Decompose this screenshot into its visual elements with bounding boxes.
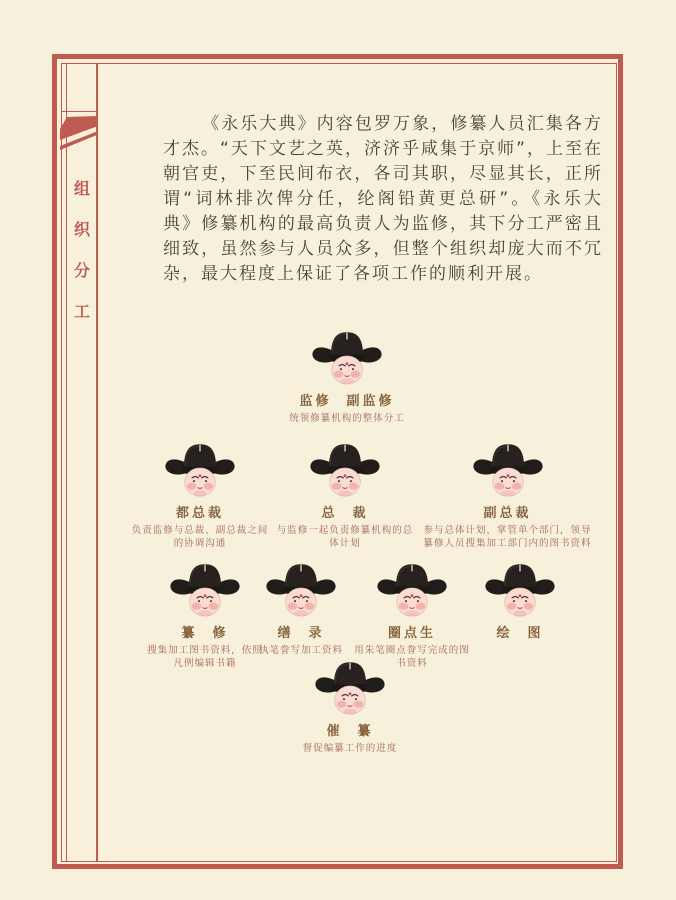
official-figure-icon xyxy=(311,328,383,388)
chapter-title-char: 织 xyxy=(73,220,90,239)
official-figure-icon xyxy=(164,440,236,500)
official-figure-icon xyxy=(472,440,544,500)
org-node-desc: 督促编纂工作的进度 xyxy=(302,743,398,754)
org-node-cuizuan xyxy=(272,658,428,755)
chapter-title-char: 工 xyxy=(73,302,90,321)
red-corner-ribbon-icon xyxy=(60,113,98,161)
org-node-desc: 搜集加工图书资料，依照凡例编辑书籍 xyxy=(147,645,263,669)
official-figure-icon xyxy=(265,560,337,620)
org-node-title: 绘 图 xyxy=(496,626,544,641)
org-node-zongcai xyxy=(275,440,415,550)
org-node-quandiansheng xyxy=(352,560,472,670)
org-node-title: 圈点生 xyxy=(387,626,436,641)
org-node-desc: 负责监修与总裁、副总裁之间的协调沟通 xyxy=(131,525,269,549)
official-figure-icon xyxy=(314,658,386,718)
org-node-desc: 与监修一起负责修纂机构的总体计划 xyxy=(276,525,414,549)
org-node-desc: 统领修纂机构的整体分工 xyxy=(289,413,405,424)
sidebar-top-rule xyxy=(62,111,98,112)
chapter-title-char: 组 xyxy=(73,179,90,198)
org-node-jianxiu xyxy=(262,328,432,425)
official-figure-icon xyxy=(484,560,556,620)
official-figure-icon xyxy=(169,560,241,620)
org-node-fuzongcai xyxy=(420,440,595,550)
org-node-title: 催 纂 xyxy=(326,724,374,739)
official-figure-icon xyxy=(376,560,448,620)
org-node-desc: 执笔誊写加工资料 xyxy=(258,645,343,656)
chapter-title-char: 分 xyxy=(73,261,90,280)
org-node-duzongcai xyxy=(130,440,270,550)
org-node-title: 都总裁 xyxy=(175,506,224,521)
org-node-desc: 参与总体计划，掌管单个部门，领导纂修人员搜集加工部门内的图书资料 xyxy=(423,525,592,549)
chapter-title-vertical xyxy=(66,176,98,322)
org-node-title: 总 裁 xyxy=(321,506,369,521)
org-node-title: 监修 副监修 xyxy=(299,394,395,409)
org-node-title: 缮 录 xyxy=(277,626,325,641)
org-node-shanlu xyxy=(243,560,359,657)
org-node-title: 副总裁 xyxy=(483,506,532,521)
org-node-title: 纂 修 xyxy=(181,626,229,641)
official-figure-icon xyxy=(309,440,381,500)
intro-paragraph: 《永乐大典》内容包罗万象，修纂人员汇集各方才杰。“天下文艺之英，济济乎咸集于京师”，上至在朝官吏，下至民间布衣，各司其职，尽显其长，正所谓“词林排次俾分任，纶阁铅黄更总研”。《永乐大典》修纂机构的最高负责人为监修，其下分工严密且细致，虽然参与人员众多，但整个组织却庞大而不冗杂，最大程度上保证了各项工作的顺利开展。 xyxy=(163,114,603,284)
org-node-desc: 用朱笔圈点誊写完成的图书资料 xyxy=(354,645,470,669)
org-node-huitu xyxy=(462,560,578,644)
